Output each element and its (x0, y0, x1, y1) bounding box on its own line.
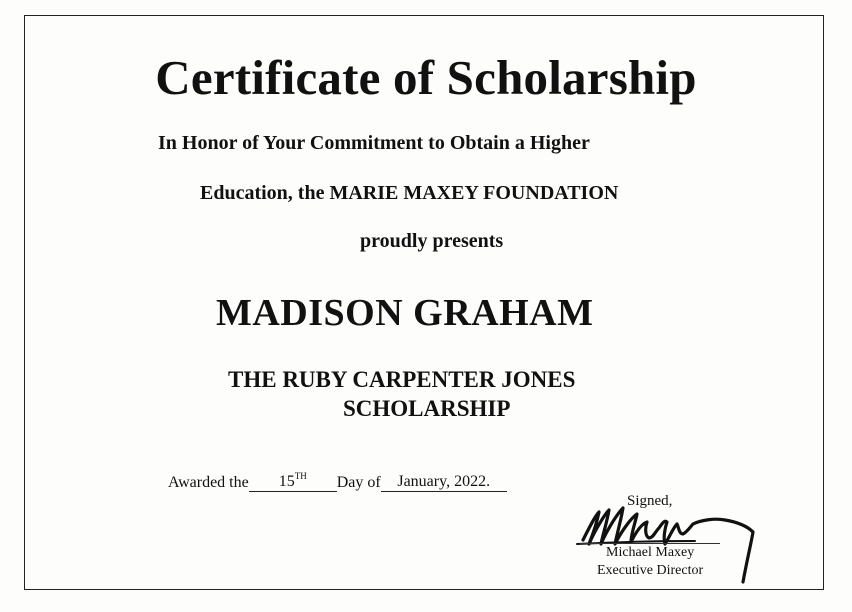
day-of-label: Day of (336, 474, 381, 491)
honor-line-3: proudly presents (360, 230, 504, 252)
signer-name: Michael Maxey (606, 545, 695, 560)
awarded-date-row (168, 471, 507, 492)
certificate-title: Certificate of Scholarship (155, 50, 697, 105)
month-year-value: January, 2022. (397, 473, 491, 490)
signer-title: Executive Director (597, 563, 704, 578)
day-suffix: TH (294, 471, 307, 481)
awarded-prefix: Awarded the (168, 474, 249, 491)
scholarship-name-line-2: SCHOLARSHIP (343, 396, 511, 421)
honor-line-2: Education, the MARIE MAXEY FOUNDATION (200, 182, 619, 204)
recipient-name: MADISON GRAHAM (216, 292, 594, 334)
honor-line-1: In Honor of Your Commitment to Obtain a Higher (158, 132, 590, 154)
signature-line (580, 543, 720, 544)
day-blank (249, 471, 337, 492)
day-value: 15 (278, 473, 295, 490)
signed-label: Signed, (627, 493, 673, 509)
month-year-blank (381, 474, 507, 492)
scholarship-name-line-1: THE RUBY CARPENTER JONES (228, 367, 576, 392)
